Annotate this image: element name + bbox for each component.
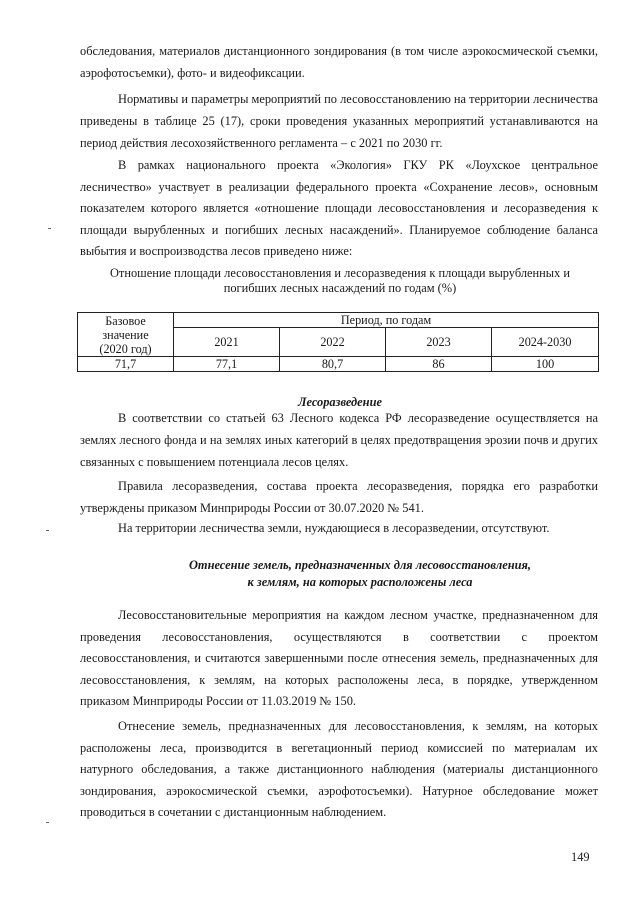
table-cell: 77,1 [174,357,280,372]
heading-line-1: Отнесение земель, предназначенных для лесовосстановления, [188,558,531,572]
year-header: 2021 [174,328,280,357]
table-caption-line-1: Отношение площади лесовосстановления и лесоразведения к площади вырубленных и [109,266,571,280]
table-row [78,357,599,372]
scan-artifact [46,530,49,531]
heading-line-2: к землям, на которых расположены леса [247,575,473,589]
heading-afforestation: Лесоразведение [298,395,382,409]
heading-land-reclassification [100,557,620,591]
year-header: 2022 [280,328,386,357]
paragraph-5: Правила лесоразведения, состава проекта лесоразведения, порядка его разработки утверждены приказом Минприроды России от 30.07.2020 № 541. [80,479,598,515]
table-cell: 71,7 [78,357,174,372]
scan-artifact [48,228,51,229]
paragraph-3: В рамках национального проекта «Экология» ГКУ РК «Лоухское центральное лесничество» участвует в реализации федерального проекта «Сохранение лесов», основным показателем которого является «отношение площади лесовосстановления и лесоразведения к площади вырубленных и погибших лесных насаждений». Планируемое соблюдение баланса выбытия и воспроизводства лесов приведено ниже: [80,158,598,258]
year-header: 2023 [386,328,492,357]
scan-artifact [46,822,49,823]
paragraph-2: Нормативы и параметры мероприятий по лесовосстановлению на территории лесничества приведены в таблице 25 (17), сроки проведения указанных мероприятий устанавливаются на период действия лесохозяйственного регламента – с 2021 по 2030 гг. [80,92,598,150]
base-value-header: Базовое значение (2020 год) [78,313,174,357]
table-cell: 80,7 [280,357,386,372]
paragraph-7: Лесовосстановительные мероприятия на каждом лесном участке, предназначенном для проведения лесовосстановления, осуществляются в соответствии с проектом лесовосстановления, и считаются завершенными после отнесения земель, предназначенных для лесовосстановления, к землям, на которых расположены леса, в порядке, утвержденном приказом Минприроды России от 11.03.2019 № 150. [80,608,598,709]
table-cell: 100 [492,357,599,372]
paragraph-8: Отнесение земель, предназначенных для лесовосстановления, к землям, на которых расположены леса, производится в вегетационный период комиссией по материалам их натурного обследования, а также дистанционного наблюдения (материалы дистанционного зондирования, аэрокосмической съемки, аэрофотосъемки). Натурное обследование может проводиться в сочетании с дистанционным наблюдением. [80,719,598,820]
reforestation-ratio-table [77,312,599,372]
table-cell: 86 [386,357,492,372]
table-caption-line-2: погибших лесных насаждений по годам (%) [223,281,457,295]
period-header: Период, по годам [174,313,599,328]
table-caption [80,266,600,296]
year-header: 2024-2030 [492,328,599,357]
paragraph-4: В соответствии со статьей 63 Лесного кодекса РФ лесоразведение осуществляется на землях лесного фонда и на землях иных категорий в целях предотвращения эрозии почв и других связанных с повышением потенциала лесов целях. [80,411,598,469]
paragraph-1: обследования, материалов дистанционного зондирования (в том числе аэрокосмической съемки, аэрофотосъемки), фото- и видеофиксации. [80,44,598,80]
table-header-row-1 [78,313,599,328]
paragraph-6: На территории лесничества земли, нуждающиеся в лесоразведении, отсутствуют. [118,521,550,535]
page-number: 149 [571,850,590,864]
